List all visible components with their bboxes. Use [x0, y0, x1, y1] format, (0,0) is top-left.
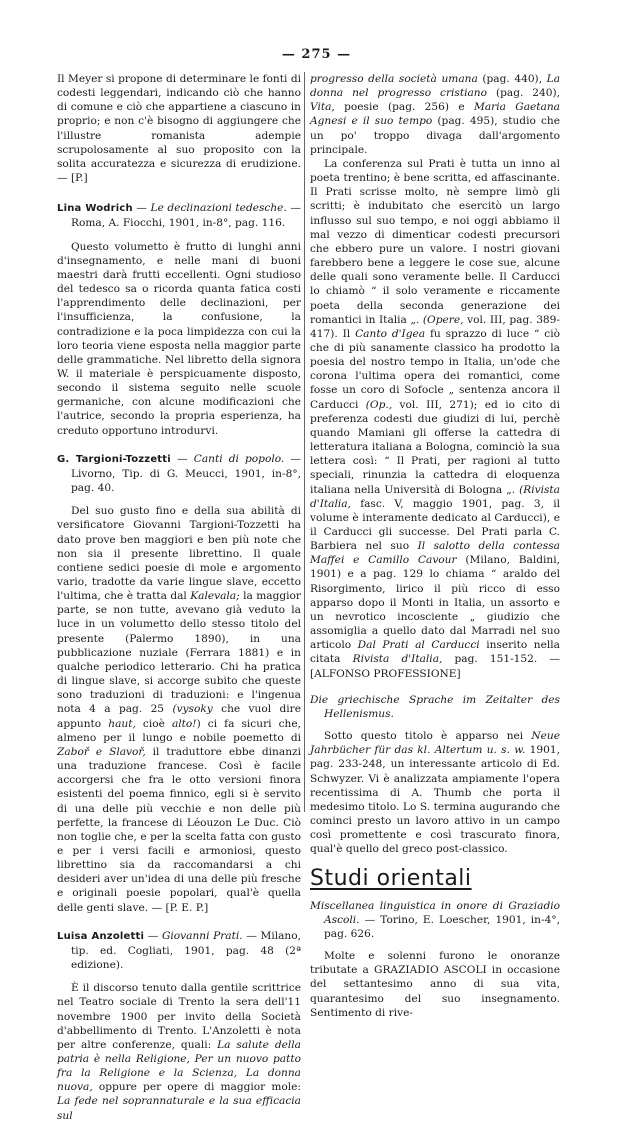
entry-title: Miscellanea linguistica in onore di Graziadio Ascoli.: [310, 899, 560, 926]
entry-body: È il discorso tenuto dalla gentile scrittrice nel Teatro sociale di Trento la sera dell'11 novembre 1900 per invito della Società d'abbellimento di Trento. L'Anzoletti è nota per altre conferenze, quali: La salute della patria è nella Religione, Per un nuovo patto fra la Religione e la Scienza, La donna nuova, oppure per opere di maggior mole: La fede nel soprannaturale e la sua efficacia sul: [57, 982, 301, 1122]
review-entry-miscellanea: [310, 899, 560, 1020]
entry-heading: Lina Wodrich — Le declinazioni tedesche. — Roma, A. Fiocchi, 1901, in-8°, pag. 116.: [57, 202, 301, 230]
entry-title: Le declinazioni tedesche.: [150, 202, 287, 215]
entry-body: Sotto questo titolo è apparso nei Neue Jahrbücher für das kl. Altertum u. s. w. 1901, pag. 233-248, un interessante articolo di Ed. Schwyzer. Vi è analizzata ampiamente l'opera recentissima di A. Thumb che porta il medesimo titolo. Lo S. termina augurando che cominci presto un lavoro attivo in un campo così promettente e così trascurato finora, qual'è quello del greco post-classico.: [310, 730, 560, 856]
intro-paragraph: Il Meyer si propone di determinare le fonti di codesti leggendari, indicando ciò che hanno di comune e ciò che appartiene a ciascuno in proprio; e non c'è bisogno di aggiungere che l'illustre romanista adempie scrupolosamente al suo proposito con la solita accuratezza e sicurezza di erudizione. — [P.]: [57, 73, 301, 185]
entry-body: Questo volumetto è frutto di lunghi anni d'insegnamento, e nelle mani di buoni maestri darà frutti eccellenti. Ogni studioso del tedesco sa o ricorda quanta fatica costi l'apprendimento delle declinazioni, per l'insufficienza, la confusione, la contradizione e la poca limpidezza con cui la loro teoria viene esposta nella maggior parte delle grammatiche. Nel libretto della signora W. il materiale è perspicuamente disposto, secondo il sistema seguito nelle scuole germaniche, con alcune modificazioni che l'autrice, secondo la propria esperienza, ha creduto opportuno introdurvi.: [57, 240, 301, 437]
entry-body: Molte e solenni furono le onoranze tributate a GRAZIADIO ASCOLI in occasione del settantesimo anno di sua vita, quarantesimo del suo insegnamento. Sentimento di rive-: [310, 950, 560, 1019]
entry-author: G. Targioni-Tozzetti: [57, 453, 171, 465]
entry-author: Lina Wodrich: [57, 203, 133, 215]
review-entry-wodrich: [57, 201, 301, 438]
review-entry-targioni: [57, 452, 301, 915]
section-heading: Studi orientali: [310, 866, 472, 892]
left-column: [57, 72, 301, 1123]
entry-title: Die griechische Sprache im Zeitalter des Hellenismus.: [310, 693, 560, 720]
entry-meta: — Roma, A. Fiocchi, 1901, in-8°, pag. 116.: [71, 202, 301, 230]
right-column: [310, 72, 560, 1020]
entry-meta: — Torino, E. Loescher, 1901, in-4°, pag. 626.: [324, 913, 560, 940]
entry-meta: — Livorno, Tip. di G. Meucci, 1901, in-8°, pag. 40.: [71, 452, 301, 495]
entry-heading: Luisa Anzoletti — Giovanni Prati. — Milano, tip. ed. Cogliati, 1901, pag. 48 (2ª edizione).: [57, 929, 301, 972]
entry-heading: [310, 899, 560, 941]
entry-meta: — Milano, tip. ed. Cogliati, 1901, pag. 48 (2ª edizione).: [71, 929, 301, 972]
page-number: — 275 —: [281, 47, 352, 62]
continued-paragraph: progresso della società umana (pag. 440), La donna nel progresso cristiano (pag. 240), Vita, poesie (pag. 256) e Maria Gaetana Agnesi e il suo tempo (pag. 495), studio che un po' troppo divaga dall'argomento principale.: [310, 73, 561, 156]
column-divider: [304, 72, 305, 812]
entry-author: Luisa Anzoletti: [57, 930, 145, 942]
entry-heading: G. Targioni-Tozzetti — Canti di popolo. — Livorno, Tip. di G. Meucci, 1901, in-8°, pag. 40.: [57, 452, 301, 495]
review-entry-anzoletti: [57, 929, 301, 1123]
entry-title: Canti di popolo.: [193, 452, 285, 465]
entry-body: Del suo gusto fino e della sua abilità di versificatore Giovanni Targioni-Tozzetti ha dato prove ben maggiori e ben più note che non sia il presente librettino. Il quale contiene sedici poesie di mole e argomento vario, tradotte da varie lingue slave, eccetto l'ultima, che è tratta dal Kalevala; la maggior parte, se non tutte, avevano già veduto la luce in un volumetto dello stesso titolo del presente (Palermo 1890), in una pubblicazione nuziale (Ferrara 1881) e in qualche periodico letterario. Chi ha pratica di lingue slave, si accorge subito che queste sono traduzioni di traduzioni: e l'ingenua nota 4 a pag. 25 (vysoky che vuol dire appunto haut, cioè alto!) ci fa sicuri che, almeno per il lungo e nobile poemetto di Zaboř e Slavoř, il traduttore ebbe dinanzi una traduzione francese. Così è facile accorgersi che fra le otto versioni finora esistenti del poema finnico, egli si è servito di una delle più vecchie e non delle più perfette, la francese di Léouzon Le Duc. Ciò non toglie che, e per la scelta fatta con gusto e per i versi facili e armoniosi, questo librettino sia da raccomandarsi a chi desideri aver un'idea di una delle più fresche e originali poesie popolari, qual'è quella delle genti slave. — [P. E. P.]: [57, 505, 302, 914]
entry-title: Giovanni Prati.: [161, 929, 243, 942]
prati-paragraph: La conferenza sul Prati è tutta un inno al poeta trentino; è bene scritta, ed affascinante. Il Prati scrisse molto, nè sempre limò gli scritti; è indubitato che esercitò un largo influsso sul suo tempo, e noi oggi abbiamo il mal vezzo di dimenticar codesti precursori che ebbero pure un valore. I nostri giovani farebbero bene a leggere le cose sue, alcune delle quali sono veramente belle. Il Carducci lo chiamò “ il solo veramente e riccamente poeta della seconda generazione dei romantici in Italia „. (Opere, vol. III, pag. 389-417). Il Canto d'Igea fu sprazzo di luce “ ciò che di più sanamente classico ha prodotto la poesia del nostro tempo in Italia, un'ode che corona l'ultima opera dei romantici, come fosse un coro di Sofocle „ sentenza ancora il Carducci (Op., vol. III, 271); ed io cito di preferenza codesti due giudizi di lui, perchè quando Mamiani gli offerse la cattedra di letteratura italiana a Bologna, cominciò la sua lettera così: “ Il Prati, per ragioni al tutto speciali, rinunzia la cattedra di eloquenza italiana nella Università di Bologna „. (Rivista d'Italia, fasc. V, maggio 1901, pag. 3, il volume è interamente dedicato al Carducci), e il Carducci gli successe. Del Prati parla C. Barbiera nel suo Il salotto della contessa Maffei e Camillo Cavour (Milano, Baldini, 1901) e a pag. 129 lo chiama “ araldo del Risorgimento, lirico il più ricco di esso apparso dopo il Monti in Italia, un assorto e un nevrotico incosciente „ giudizio che assomiglia a quello dato dal Marradi nel suo articolo Dal Prati al Carducci inserito nella citata Rivista d'Italia, pag. 151-152. — [ALFONSO PROFESSIONE]: [310, 157, 560, 680]
review-entry-greek: [310, 693, 560, 857]
